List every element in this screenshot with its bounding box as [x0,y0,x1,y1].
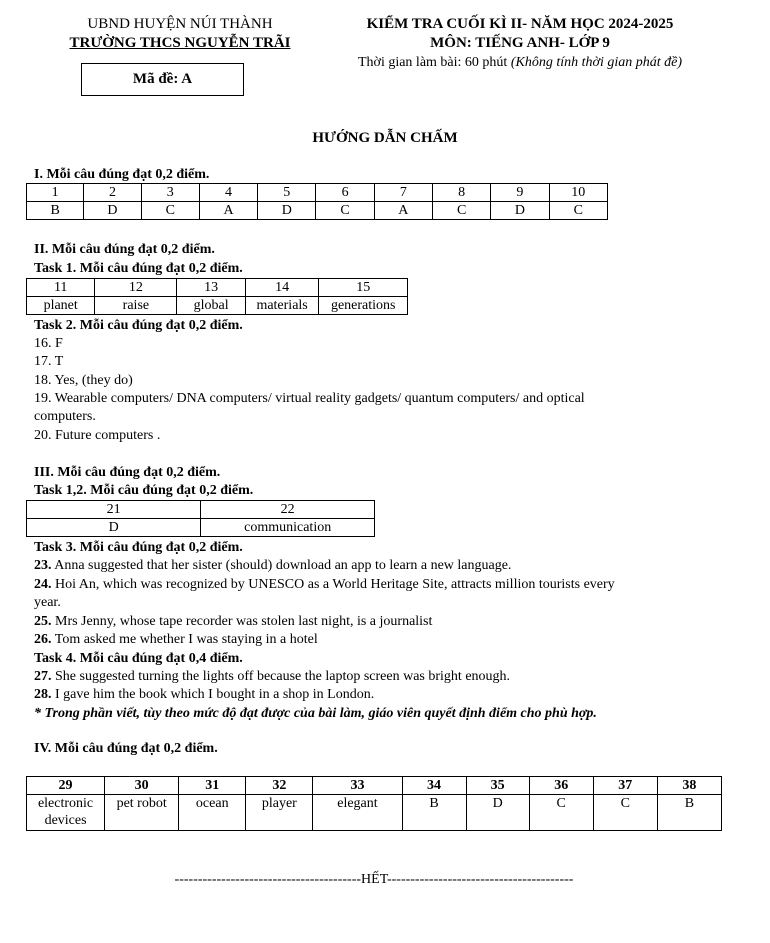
answer-number-cell: 4 [199,184,257,202]
answer-number-cell: 2 [84,184,141,202]
answer-number-cell: 31 [179,777,246,795]
exam-time-note: (Không tính thời gian phát đề) [510,55,682,70]
answer-cell: B [27,202,84,220]
answer-cell: materials [245,297,319,315]
item-number: 26. [34,632,52,647]
answer-cell: electronic devices [27,795,105,831]
answer-cell: B [402,795,466,831]
item-text: year. [34,595,61,610]
task1-table [26,278,408,315]
task4-line [34,668,510,686]
task3-line [34,631,318,649]
answer-cell: A [374,202,432,220]
answer-number-cell: 3 [141,184,199,202]
item-number: 23. [34,558,52,573]
task2-line: 19. Wearable computers/ DNA computers/ virtual reality gadgets/ quantum computers/ and optical [34,391,585,406]
part2-heading: II. Mỗi câu đúng đạt 0,2 điểm. [34,242,215,257]
answer-number-cell: 12 [95,279,177,297]
answer-cell: global [177,297,245,315]
answer-cell: C [433,202,491,220]
part3-heading: III. Mỗi câu đúng đạt 0,2 điểm. [34,465,221,480]
task2-line: 20. Future computers . [34,428,161,443]
part4-table [26,776,722,831]
item-number: 27. [34,669,52,684]
footer-end: ----------------------------------------HẾT---------------------------------------- [174,872,574,887]
answer-cell: C [549,202,607,220]
answer-cell: raise [95,297,177,315]
answer-cell: C [141,202,199,220]
answer-number-cell: 9 [491,184,549,202]
answer-cell: D [84,202,141,220]
task3-line [34,576,615,594]
task2-line: 18. Yes, (they do) [34,373,133,388]
item-text: Tom asked me whether I was staying in a hotel [51,632,318,647]
answer-cell: C [593,795,657,831]
answer-number-cell: 8 [433,184,491,202]
answer-cell: planet [27,297,95,315]
answer-number-cell: 32 [246,777,313,795]
answer-number-cell: 35 [466,777,529,795]
answer-number-cell: 36 [529,777,593,795]
item-text: I gave him the book which I bought in a shop in London. [51,687,375,702]
item-number: 28. [34,687,52,702]
school-name-text: TRƯỜNG THCS NGUYỄN TRÃI [69,35,291,51]
exam-time-text: Thời gian làm bài: 60 phút [357,55,511,70]
answer-number-cell: 10 [549,184,607,202]
answer-cell: D [258,202,316,220]
answer-number-cell: 5 [258,184,316,202]
answer-number-cell: 13 [177,279,245,297]
task12-table [26,500,375,537]
answer-number-cell: 7 [374,184,432,202]
task4-heading: Task 4. Mỗi câu đúng đạt 0,4 điểm. [34,651,243,666]
task1-heading: Task 1. Mỗi câu đúng đạt 0,2 điểm. [34,261,243,276]
item-number: 24. [34,577,52,592]
item-text: Hoi An, which was recognized by UNESCO as a World Heritage Site, attracts million tourists every [51,577,615,592]
answer-number-cell: 37 [593,777,657,795]
answer-cell: pet robot [105,795,179,831]
answer-number-cell: 11 [27,279,95,297]
exam-code-box [81,63,244,96]
task3-line [34,557,511,575]
task4-line [34,686,374,704]
item-text: Anna suggested that her sister (should) download an app to learn a new language. [51,558,512,573]
part4-heading: IV. Mỗi câu đúng đạt 0,2 điểm. [34,741,218,756]
task2-heading: Task 2. Mỗi câu đúng đạt 0,2 điểm. [34,318,243,333]
answer-cell: D [27,519,201,537]
answer-number-cell: 1 [27,184,84,202]
answer-cell: A [199,202,257,220]
scoring-note: * Trong phần viết, tùy theo mức độ đạt được của bài làm, giáo viên quyết định điểm cho phù hợp. [34,706,597,721]
answer-cell: C [529,795,593,831]
answer-number-cell: 6 [316,184,374,202]
task3-heading: Task 3. Mỗi câu đúng đạt 0,2 điểm. [34,540,243,555]
part1-table [26,183,608,220]
answer-number-cell: 22 [201,501,375,519]
answer-number-cell: 15 [319,279,408,297]
item-text: She suggested turning the lights off because the laptop screen was bright enough. [51,669,511,684]
item-number: 25. [34,614,52,629]
exam-title: KIỂM TRA CUỐI KÌ II- NĂM HỌC 2024-2025 [366,16,674,32]
exam-subject: MÔN: TIẾNG ANH- LỚP 9 [430,35,610,51]
district-name: UBND HUYỆN NÚI THÀNH [87,16,273,32]
task2-line: 17. T [34,354,64,369]
answer-number-cell: 30 [105,777,179,795]
task2-line: 16. F [34,336,63,351]
task2-line: computers. [34,409,96,424]
answer-cell: D [491,202,549,220]
answer-cell: B [657,795,721,831]
exam-code: Mã đề: A [132,71,193,87]
school-name [30,34,330,53]
answer-cell: generations [319,297,408,315]
answer-cell: communication [201,519,375,537]
page-title: HƯỚNG DẪN CHẤM [312,130,458,146]
answer-number-cell: 21 [27,501,201,519]
answer-cell: ocean [179,795,246,831]
answer-cell: elegant [313,795,402,831]
answer-number-cell: 34 [402,777,466,795]
task3-line [34,613,432,631]
part1-heading: I. Mỗi câu đúng đạt 0,2 điểm. [34,167,210,182]
answer-number-cell: 38 [657,777,721,795]
answer-number-cell: 14 [245,279,319,297]
item-text: Mrs Jenny, whose tape recorder was stolen last night, is a journalist [51,614,433,629]
answer-cell: C [316,202,374,220]
task3-line [34,594,61,612]
answer-cell: D [466,795,529,831]
answer-number-cell: 29 [27,777,105,795]
answer-cell: player [246,795,313,831]
answer-number-cell: 33 [313,777,402,795]
task12-heading: Task 1,2. Mỗi câu đúng đạt 0,2 điểm. [34,483,254,498]
exam-time [320,53,720,72]
